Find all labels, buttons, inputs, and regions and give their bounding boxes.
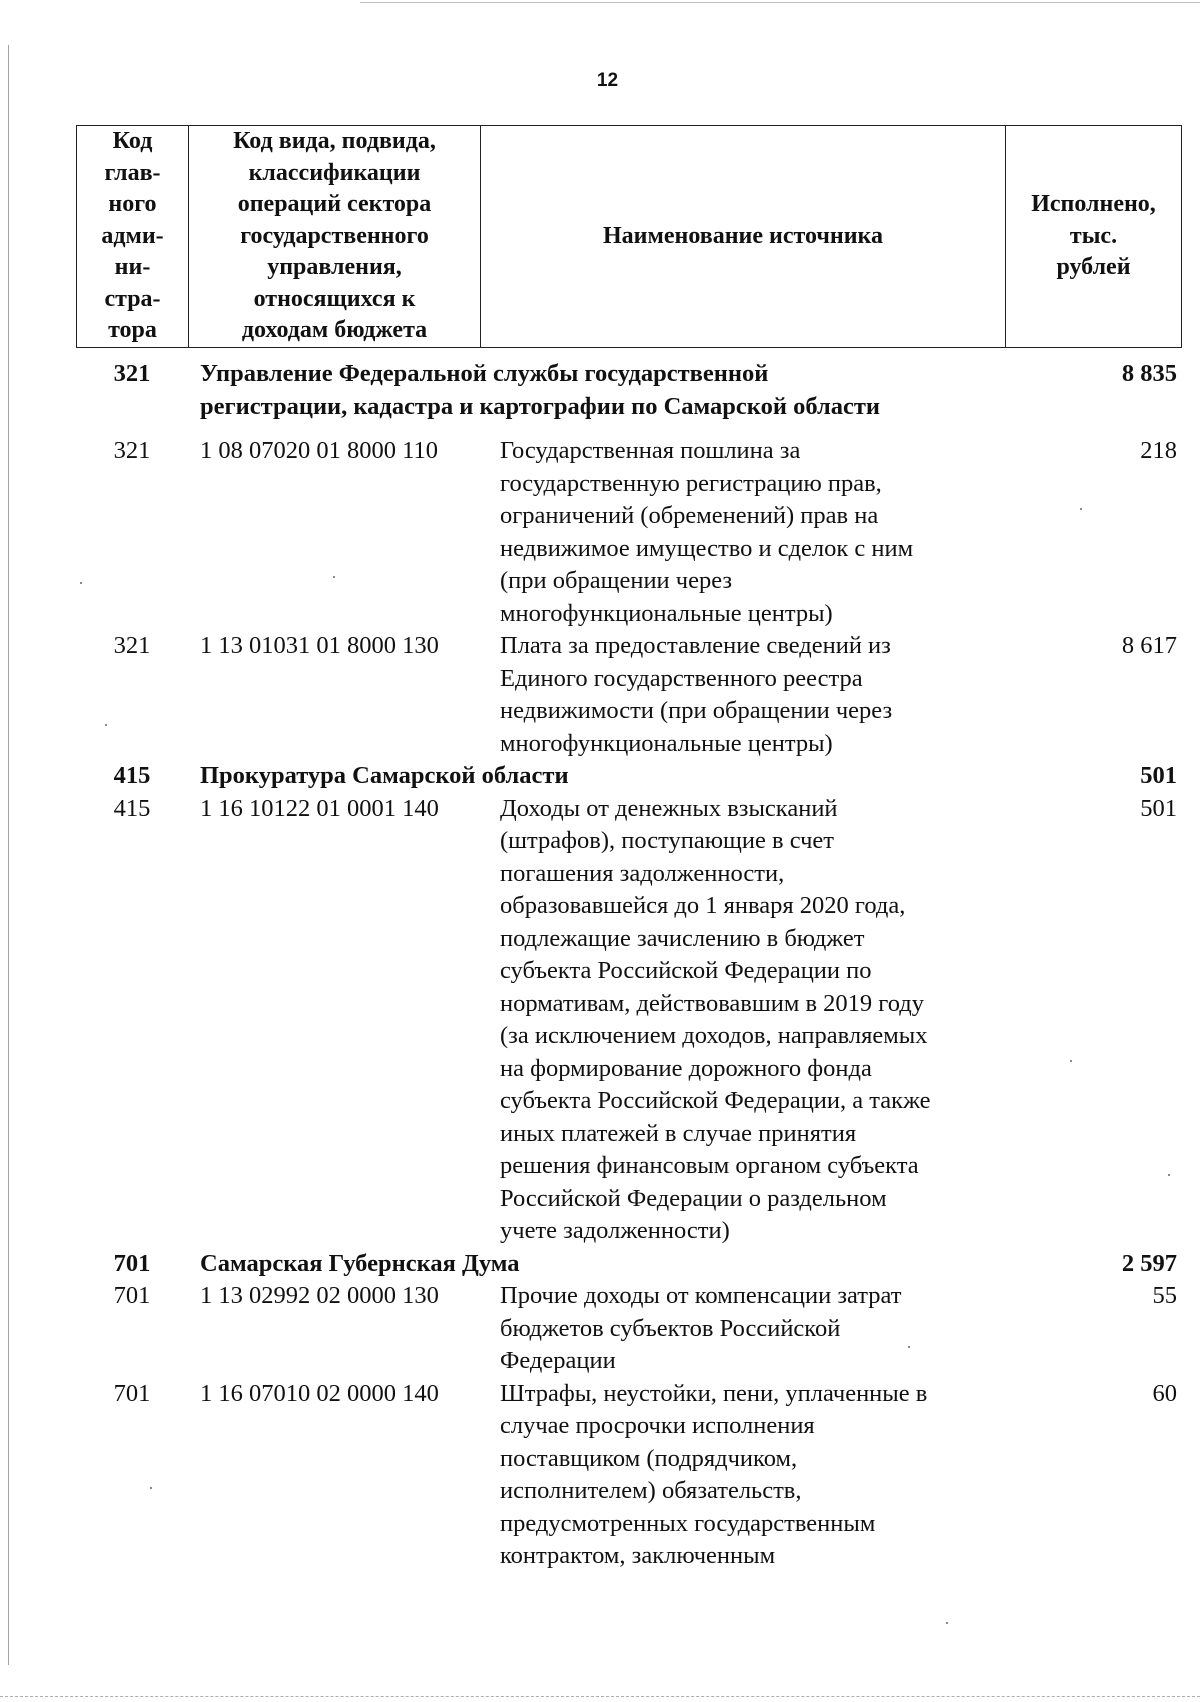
admin-code: 701 — [113, 1379, 151, 1407]
group-amount: 2 597 — [1121, 1249, 1177, 1277]
page-number: 12 — [596, 70, 619, 91]
table-row — [76, 435, 1181, 630]
header-admin-code: Код глав- ного адми- ни- стра- тора — [77, 126, 189, 348]
scan-top-edge — [360, 2, 1200, 3]
table-row — [76, 630, 1181, 760]
income-code: 1 08 07020 01 8000 110 — [200, 437, 438, 464]
group-row-701 — [76, 1248, 1181, 1281]
scan-speck — [80, 582, 82, 584]
scan-bottom-edge — [0, 1696, 1200, 1698]
table-header — [76, 125, 1182, 348]
table-row — [76, 793, 1181, 1248]
amount: 55 — [1152, 1282, 1177, 1309]
table-row — [76, 1280, 1181, 1378]
source-name: Государственная пошлина за государственную регистрацию прав, ограничений (обременений) прав на недвижимое имущество и сделок с ним (при обращении через многофункциональные центры) — [500, 437, 914, 627]
income-code: 1 13 02992 02 0000 130 — [200, 1282, 439, 1309]
income-code: 1 16 10122 01 0001 140 — [200, 794, 439, 822]
group-row-415 — [76, 760, 1181, 793]
amount: 501 — [1140, 794, 1177, 822]
header-executed: Исполнено, тыс. рублей — [1006, 126, 1182, 348]
scan-speck — [1070, 1060, 1072, 1062]
scan-left-edge — [8, 45, 9, 1665]
source-name: Доходы от денежных взысканий (штрафов), поступающие в счет погашения задолженности, образовавшейся до 1 января 2020 года, подлежащие зачислению в бюджет субъекта Российской Федерации по нормативам, действовавшим в 2019 году (за исключением доходов, направляемых на формирование дорожного фонда субъекта Российской Федерации, а также иных платежей в случае принятия решения финансовым органом субъекта Российской Федерации о раздельном учете задолженности) — [500, 794, 931, 1244]
amount: 8 617 — [1121, 632, 1177, 659]
income-code: 1 16 07010 02 0000 140 — [200, 1379, 439, 1407]
income-code: 1 13 01031 01 8000 130 — [200, 632, 439, 659]
admin-code: 415 — [113, 762, 151, 789]
scan-speck — [333, 576, 335, 578]
scan-speck — [1168, 1174, 1170, 1176]
source-name: Плата за предоставление сведений из Единого государственного реестра недвижимости (при обращении через многофункциональные центры) — [500, 632, 893, 757]
group-amount: 501 — [1140, 762, 1177, 789]
admin-code: 415 — [113, 794, 151, 822]
group-amount: 8 835 — [1121, 360, 1177, 387]
amount: 60 — [1152, 1379, 1177, 1407]
table-row — [76, 1378, 1181, 1573]
group-name: Управление Федеральной службы государственной регистрации, кадастра и картографии по Самарской области — [200, 360, 880, 420]
scan-speck — [1080, 508, 1082, 510]
scan-speck — [105, 724, 107, 726]
scan-speck — [908, 1346, 910, 1348]
source-name: Прочие доходы от компенсации затрат бюджетов субъектов Российской Федерации — [500, 1282, 902, 1374]
group-name: Самарская Губернская Дума — [200, 1249, 520, 1277]
admin-code: 321 — [113, 437, 151, 464]
header-income-code: Код вида, подвида, классификации операций сектора государственного управления, относящихся к доходам бюджета — [189, 126, 481, 348]
table-body — [76, 358, 1181, 1573]
group-name: Прокуратура Самарской области — [200, 762, 569, 789]
scan-speck — [150, 1487, 152, 1489]
group-row-321 — [76, 358, 1181, 423]
admin-code: 321 — [113, 360, 151, 387]
amount: 218 — [1140, 437, 1177, 464]
admin-code: 321 — [113, 632, 151, 659]
source-name: Штрафы, неустойки, пени, уплаченные в случае просрочки исполнения поставщиком (подрядчиком, исполнителем) обязательств, предусмотренных государственным контрактом, заключенным — [500, 1379, 928, 1569]
scan-speck — [946, 1622, 948, 1624]
admin-code: 701 — [113, 1249, 151, 1277]
header-source-name: Наименование источника — [481, 126, 1006, 348]
admin-code: 701 — [113, 1282, 151, 1309]
